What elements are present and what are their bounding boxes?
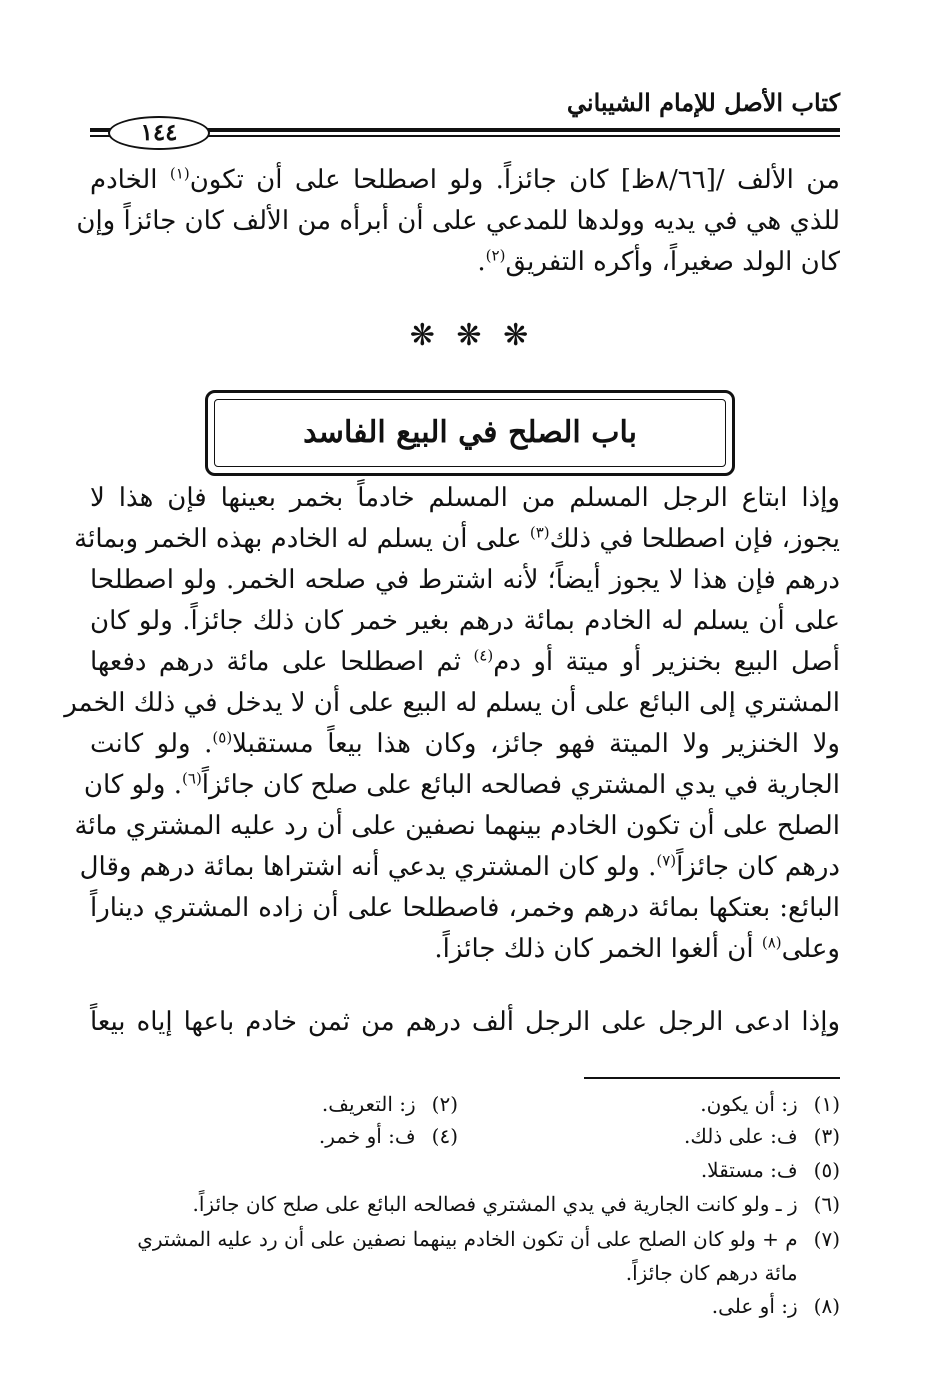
text-line: ولا الخنزير ولا الميتة فهو جائز، وكان هذا بيعاً مستقبلا$^{(٥)}$. ولو كانت xyxy=(90,728,840,759)
footnote-text: ز: التعريف. xyxy=(321,1092,416,1116)
chapter-title: باب الصلح في البيع الفاسد xyxy=(303,415,637,450)
footnote-number: (٦) xyxy=(813,1192,840,1216)
text-line: كان الولد صغيراً، وأكره التفريق$^{(٢)}$. xyxy=(477,246,840,277)
footnote-rule xyxy=(584,1077,840,1079)
footnote-marker: (٣) xyxy=(529,523,550,542)
text-line: وإذا ادعى الرجل على الرجل ألف درهم من ثمن خادم باعها إياه بيعاً xyxy=(90,1007,840,1037)
text-line: الجارية في يدي المشتري فصالحه البائع على صلح كان جائزاً$^{(٦)}$. ولو كان xyxy=(83,769,840,800)
text-line: البائع: بعتكها بمائة درهم وخمر، فاصطلحا على أن زاده المشتري ديناراً xyxy=(90,893,840,923)
footnote-text: ز ـ ولو كانت الجارية في يدي المشتري فصالحه البائع على صلح كان جائزاً. xyxy=(192,1192,798,1216)
footnote-number: (٨) xyxy=(813,1294,840,1318)
intro-paragraph xyxy=(76,160,840,283)
footnote-text: م + ولو كان الصلح على أن تكون الخادم بينهما نصفين على أن رد عليه المشتري xyxy=(137,1227,798,1251)
running-header xyxy=(90,88,840,128)
footnote-text: ف: أو خمر. xyxy=(318,1124,416,1148)
footnote-number: (٢) xyxy=(431,1092,458,1116)
footnote-6 xyxy=(193,1188,841,1220)
text-line: وإذا ابتاع الرجل المسلم من المسلم خادماً بخمر بعينها فإن هذا لا xyxy=(90,483,840,513)
footnote-2 xyxy=(322,1088,458,1120)
footnote-number: (٧) xyxy=(813,1227,840,1251)
footnote-text: ف: على ذلك. xyxy=(684,1124,798,1148)
page-number: ١٤٤ xyxy=(108,116,210,150)
footnote-marker: (١) xyxy=(169,164,190,183)
footnote-3 xyxy=(684,1120,840,1152)
footnote-marker: (٢) xyxy=(485,246,506,265)
text-line: وعلى$^{(٨)}$ أن ألغوا الخمر كان ذلك جائزاً. xyxy=(434,933,840,964)
footnote-5 xyxy=(701,1154,840,1186)
footnote-marker: (٦) xyxy=(182,769,202,788)
chapter-heading-frame xyxy=(205,390,735,476)
footnote-text: ز: أن يكون. xyxy=(700,1092,798,1116)
text-line: من الألف /[٨/٦٦ظ] كان جائزاً. ولو اصطلحا على أن تكون$^{(١)}$ الخادم xyxy=(90,164,840,195)
footnote-marker: (٥) xyxy=(212,728,233,747)
footnote-marker: (٤) xyxy=(473,646,494,665)
text-line: درهم كان جائزاً$^{(٧)}$. ولو كان المشتري يدعي أنه اشتراها بمائة درهم وقال xyxy=(79,851,840,882)
body-paragraph xyxy=(64,478,840,970)
footnote-number: (٥) xyxy=(813,1158,840,1182)
footnote-marker: (٨) xyxy=(761,933,782,952)
footnote-number: (١) xyxy=(813,1092,840,1116)
text-line: الصلح على أن تكون الخادم بينهما نصفين على أن رد عليه المشتري مائة xyxy=(74,811,840,841)
footnote-text: ز: أو على. xyxy=(711,1294,798,1318)
text-line: أصل البيع بخنزير أو ميتة أو دم$^{(٤)}$ ثم اصطلحا على مائة درهم دفعها xyxy=(90,646,840,677)
footnote-text: مائة درهم كان جائزاً. xyxy=(625,1261,798,1285)
footnote-4 xyxy=(319,1120,458,1152)
footnote-number: (٤) xyxy=(431,1124,458,1148)
text-line: درهم فإن هذا لا يجوز أيضاً؛ لأنه اشترط في صلحه الخمر. ولو اصطلحا xyxy=(90,565,840,595)
footnote-1 xyxy=(700,1088,840,1120)
footnote-7-continued xyxy=(626,1257,840,1289)
footnote-8 xyxy=(712,1290,840,1322)
text-line: للذي هي في يديه وولدها للمدعي على أن أبرأه من الألف كان جائزاً وإن xyxy=(76,206,840,236)
text-line: يجوز، فإن اصطلحا في ذلك$^{(٣)}$ على أن يسلم له الخادم بهذه الخمر وبمائة xyxy=(74,523,840,554)
footnote-7 xyxy=(137,1223,840,1255)
section-ornament: ❋ ❋ ❋ xyxy=(409,318,535,353)
text-line: المشتري إلى البائع على أن يسلم له البيع على أن لا يدخل في ذلك الخمر xyxy=(64,688,840,718)
book-title: كتاب الأصل للإمام الشيباني xyxy=(566,88,840,117)
footnote-text: ف: مستقلا. xyxy=(700,1158,798,1182)
footnote-marker: (٧) xyxy=(656,851,677,870)
next-paragraph xyxy=(90,1002,840,1043)
text-line: على أن يسلم له الخادم بمائة درهم بغير خمر كان ذلك جائزاً. ولو كان xyxy=(90,606,840,636)
footnote-number: (٣) xyxy=(813,1124,840,1148)
